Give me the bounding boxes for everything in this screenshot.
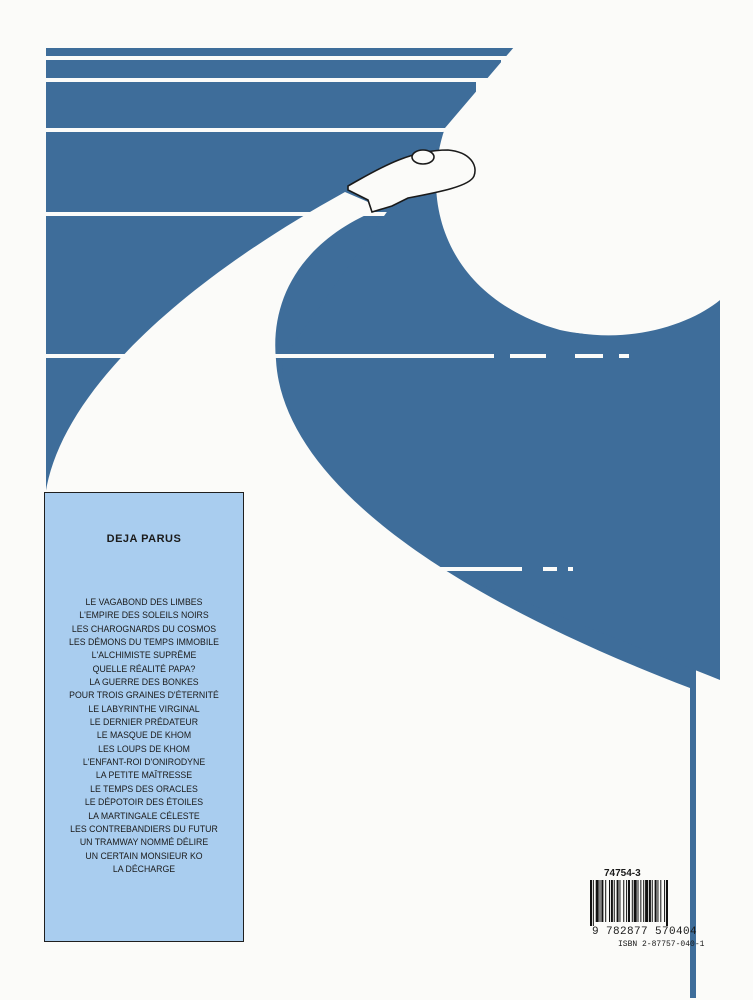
barcode-bar: [655, 880, 657, 922]
album-title: LA DÉCHARGE: [112, 863, 176, 875]
barcode-bar: [652, 880, 653, 922]
barcode-bar: [619, 880, 620, 922]
album-title: LES CHAROGNARDS DU COSMOS: [71, 623, 217, 635]
dash-row-lower: [440, 567, 573, 571]
barcode-bar: [617, 880, 619, 922]
barcode-bar: [611, 880, 613, 922]
album-title: POUR TROIS GRAINES D'ÉTERNITÉ: [69, 690, 219, 702]
barcode-bar: [596, 880, 599, 922]
album-title: LA MARTINGALE CÉLESTE: [88, 810, 200, 822]
stripe-3: [46, 82, 476, 128]
barcode-bar: [660, 880, 661, 922]
barcode-bar: [593, 880, 594, 926]
barcode-bar: [628, 880, 630, 922]
album-title: LE VAGABOND DES LIMBES: [85, 597, 203, 608]
barcode-bar: [657, 880, 658, 922]
album-title: LES CONTREBANDIERS DU FUTUR: [70, 823, 218, 835]
barcode-bar: [590, 880, 592, 926]
barcode-bar: [614, 880, 615, 922]
barcode-bar: [645, 880, 648, 922]
product-code: 74754-3: [604, 868, 641, 879]
album-title: L'EMPIRE DES SOLEILS NOIRS: [79, 610, 209, 622]
album-title: UN TRAMWAY NOMMÉ DÉLIRE: [79, 837, 209, 849]
panel-title: DEJA PARUS: [106, 533, 182, 545]
album-title: L'ALCHIMISTE SUPRÊME: [91, 650, 197, 662]
album-title: LE TEMPS DES ORACLES: [90, 783, 198, 795]
dash-row-upper: [282, 354, 629, 358]
barcode-bar: [632, 880, 633, 922]
barcode-bar: [643, 880, 644, 922]
barcode-bar: [609, 880, 610, 922]
barcode-bar: [649, 880, 651, 922]
already-published-panel: [44, 492, 244, 942]
barcode-bar: [626, 880, 627, 922]
barcode-bar: [605, 880, 606, 922]
album-title: LE LABYRINTHE VIRGINAL: [88, 703, 200, 715]
stripe-1: [46, 48, 516, 56]
barcode-bar: [634, 880, 637, 922]
album-title: LES DÉMONS DU TEMPS IMMOBILE: [69, 637, 219, 649]
album-title: LA PETITE MAÎTRESSE: [95, 770, 193, 782]
album-title: LES LOUPS DE KHOM: [98, 743, 190, 755]
album-title-list: [45, 596, 243, 876]
stripe-2: [46, 60, 501, 78]
barcode-bar: [601, 880, 603, 922]
barcode-bar: [638, 880, 639, 922]
barcode-digits: 9 782877 570404: [592, 926, 698, 938]
album-title: LE DÉPOTOIR DES ÉTOILES: [84, 797, 204, 809]
isbn-number: ISBN 2-87757-040-1: [618, 940, 705, 949]
album-title: UN CERTAIN MONSIEUR KO: [85, 850, 203, 862]
barcode-bar: [600, 880, 601, 922]
album-title: LE DERNIER PRÉDATEUR: [89, 717, 199, 729]
barcode-bar: [623, 880, 624, 922]
barcode-bar: [666, 880, 668, 926]
barcode-icon: [588, 880, 704, 926]
album-title: LA GUERRE DES BONKES: [89, 677, 199, 689]
album-title: L'ENFANT-ROI D'ONIRODYNE: [82, 757, 206, 769]
album-title: LE MASQUE DE KHOM: [96, 730, 192, 742]
barcode-bar: [664, 880, 665, 922]
album-title: QUELLE RÉALITÉ PAPA?: [92, 663, 196, 675]
barcode-bar: [640, 880, 641, 922]
